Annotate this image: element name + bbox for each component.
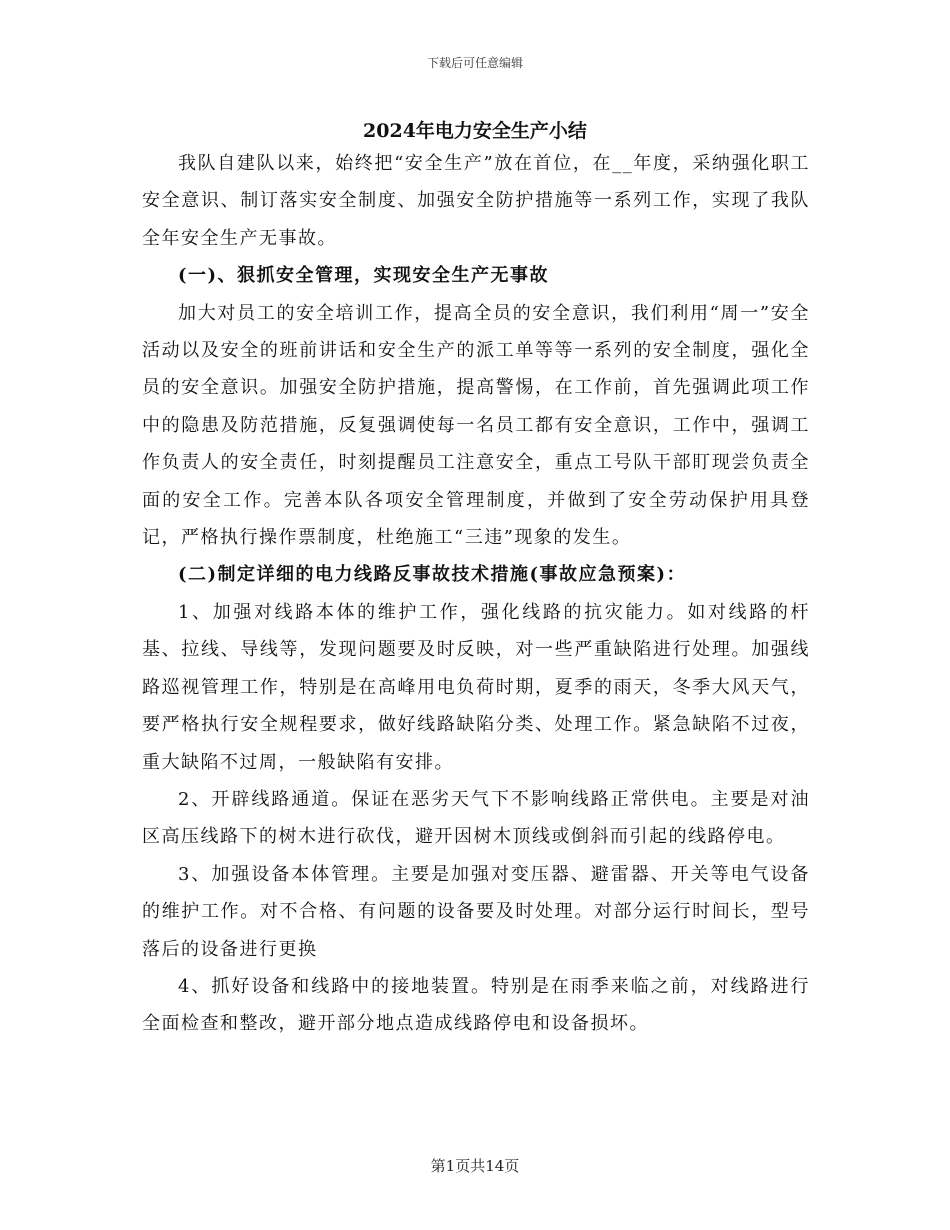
page-footer: 第1页共14页 (430, 1157, 520, 1175)
section-1-paragraph: 加大对员工的安全培训工作，提高全员的安全意识，我们利用“周一”安全活动以及安全的班前讲话和安全生产的派工单等等一系列的安全制度，强化全员的安全意识。加强安全防护措施，提高警惕，在工作前，首先强调此项工作中的隐患及防范措施，反复强调使每一名员工都有安全意识，工作中，强调工作负责人的安全责任，时刻提醒员工注意安全，重点工号队干部盯现尝负责全面的安全工作。完善本队各项安全管理制度，并做到了安全劳动保护用具登记，严格执行操作票制度，杜绝施工“三违”现象的发生。 (142, 302, 810, 549)
measure-item-4: 4、抓好设备和线路中的接地装置。特别是在雨季来临之前，对线路进行全面检查和整改，避开部分地点造成线路停电和设备损坏。 (142, 975, 810, 1035)
section-heading-1: (一)、狠抓安全管理，实现安全生产无事故 (178, 265, 550, 287)
section-heading-2: (二)制定详细的电力线路反事故技术措施(事故应急预案)： (178, 564, 687, 586)
intro-paragraph: 我队自建队以来，始终把“安全生产”放在首位，在__年度，采纳强化职工安全意识、制订落实安全制度、加强安全防护措施等一系列工作，实现了我队全年安全生产无事故。 (142, 153, 810, 249)
document-body (142, 145, 810, 1043)
measure-item-1: 1、加强对线路本体的维护工作，强化线路的抗灾能力。如对线路的杆基、拉线、导线等，发现问题要及时反映，对一些严重缺陷进行处理。加强线路巡视管理工作，特别是在高峰用电负荷时期，夏季的雨天，冬季大风天气，要严格执行安全规程要求，做好线路缺陷分类、处理工作。紧急缺陷不过夜，重大缺陷不过周，一般缺陷有安排。 (142, 601, 810, 773)
document-title: 2024年电力安全生产小结 (363, 120, 587, 142)
header-note: 下载后可任意编辑 (426, 56, 523, 70)
measure-item-2: 2、开辟线路通道。保证在恶劣天气下不影响线路正常供电。主要是对油区高压线路下的树木进行砍伐，避开因树木顶线或倒斜而引起的线路停电。 (142, 788, 810, 848)
measure-item-3: 3、加强设备本体管理。主要是加强对变压器、避雷器、开关等电气设备的维护工作。对不合格、有问题的设备要及时处理。对部分运行时间长，型号落后的设备进行更换 (142, 863, 810, 960)
